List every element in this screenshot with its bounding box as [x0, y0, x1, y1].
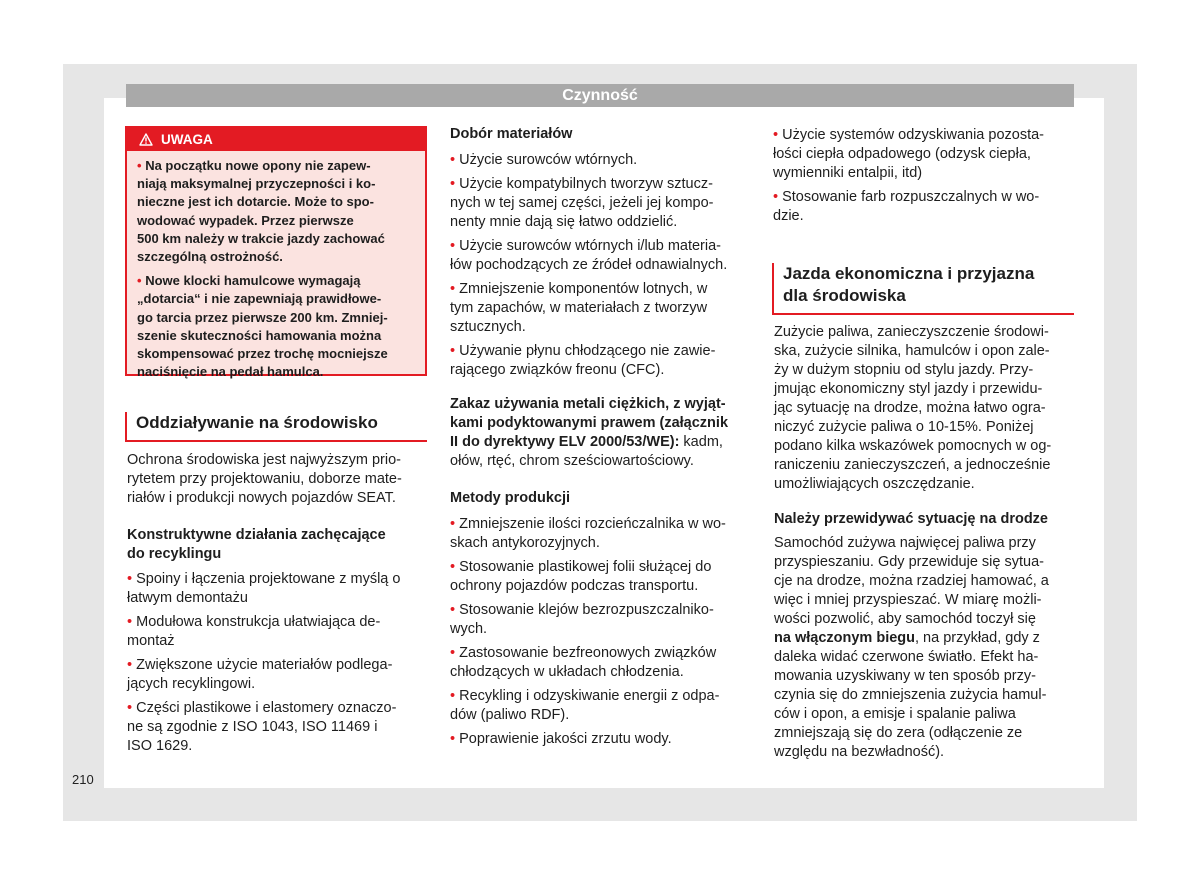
- list-item: • Użycie surowców wtórnych.: [450, 152, 638, 168]
- anticipate-paragraph: Samochód zużywa najwięcej paliwa przy przyspieszaniu. Gdy przewiduje się sytua- cje na drodze, można rzadziej hamować, a więc i mniej przyspieszać. W miarę możli- wości pozwolić, aby samochód toczył się na włączonym biegu, na przykład, gdy z daleka widać czerwone światło. Efekt ha- mowania uzyskiwany w ten sposób przy- czynia się do zmniejszenia zużycia hamul- ców i opon, a emisje i spalanie paliwa zmniejszają się do zera (odłączenie ze względu na bezwładność).: [774, 535, 1049, 760]
- warning-header: [127, 128, 425, 151]
- list-item: • Użycie systemów odzyskiwania pozosta- łości ciepła odpadowego (odzysk ciepła, wymienniki entalpii, itd): [773, 127, 1045, 181]
- bullet-icon: •: [137, 273, 142, 289]
- bullet-icon: •: [450, 238, 456, 254]
- eco-paragraph: Zużycie paliwa, zanieczyszczenie środowi- ska, zużycie silnika, hamulców i opon zale- ży w dużym stopniu od stylu jazdy. Przy- jmując ekonomiczny styl jazdy i przewidu- jąc sytuację na drodze, można łatwo ogra- niczyć zużycie paliwa o 10-15%. Poniżej podano kilka wskazówek pomocnych w og- raniczeniu zanieczyszczeń, a jednocześnie umożliwiających oszczędzanie.: [774, 324, 1052, 492]
- list-item: • Zwiększone użycie materiałów podlega- jących recyklingowi.: [127, 657, 393, 692]
- bullet-icon: •: [450, 152, 456, 168]
- subheading-anticipate: Należy przewidywać sytuację na drodze: [774, 511, 1048, 527]
- section-title-eco-driving: Jazda ekonomiczna i przyjazna dla środowiska: [772, 263, 1074, 315]
- bullet-icon: •: [450, 602, 456, 618]
- warning-body: [127, 151, 425, 381]
- column-3-top: [773, 126, 1075, 231]
- warning-box: [125, 126, 427, 380]
- bullet-icon: •: [137, 158, 142, 173]
- list-item: • Recykling i odzyskiwanie energii z odpa- dów (paliwo RDF).: [450, 688, 720, 723]
- bullet-icon: •: [127, 657, 133, 673]
- list-item: • Używanie płynu chłodzącego nie zawie- rającego związków freonu (CFC).: [450, 343, 716, 378]
- list-item: • Części plastikowe i elastomery oznaczo- ne są zgodnie z ISO 1043, ISO 11469 i ISO 1629.: [127, 700, 397, 754]
- list-item: • Zmniejszenie ilości rozcieńczalnika w wo- skach antykorozyjnych.: [450, 516, 726, 551]
- section-header: Czynność: [126, 84, 1074, 107]
- subheading-production: Metody produkcji: [450, 490, 571, 506]
- warning-item: • Na początku nowe opony nie zapew- niają maksymalnej przyczepności i ko- nieczne jest ich dotarcie. Może to spo- wodować wypadek. Przez pierwsze 500 km należy w trakcie jazdy zachować szczególną ostrożność.: [137, 158, 385, 265]
- bullet-icon: •: [450, 645, 456, 661]
- bullet-icon: •: [127, 571, 133, 587]
- warning-triangle-icon: [139, 133, 153, 146]
- list-item: • Użycie kompatybilnych tworzyw sztucz- nych w tej samej części, jeżeli jej kompo- nenty mnie dają się łatwo oddzielić.: [450, 176, 714, 230]
- subheading-materials: Dobór materiałów: [450, 126, 573, 142]
- subheading-recycling: Konstruktywne działania zachęcające do recyklingu: [127, 527, 386, 562]
- intro-paragraph: Ochrona środowiska jest najwyższym prio- rytetem przy projektowaniu, doborze mate- riałów i produkcji nowych pojazdów SEAT.: [127, 452, 402, 506]
- bullet-icon: •: [450, 559, 456, 575]
- bullet-icon: •: [450, 343, 456, 359]
- list-item: • Stosowanie farb rozpuszczalnych w wo- dzie.: [773, 189, 1040, 224]
- list-item: • Zastosowanie bezfreonowych związków chłodzących w układach chłodzenia.: [450, 645, 717, 680]
- warning-label: UWAGA: [161, 132, 213, 147]
- bullet-icon: •: [450, 516, 456, 532]
- list-item: • Zmniejszenie komponentów lotnych, w tym zapachów, w materiałach z tworzyw sztucznych.: [450, 281, 708, 335]
- bullet-icon: •: [450, 176, 456, 192]
- bullet-icon: •: [450, 281, 456, 297]
- bullet-icon: •: [450, 688, 456, 704]
- section-title-environment: Oddziaływanie na środowisko: [125, 412, 427, 442]
- list-item: • Stosowanie klejów bezrozpuszczalniko- wych.: [450, 602, 714, 637]
- bullet-icon: •: [773, 127, 779, 143]
- list-item: • Stosowanie plastikowej folii służącej do ochrony pojazdów podczas transportu.: [450, 559, 712, 594]
- bullet-icon: •: [450, 731, 456, 747]
- heavy-metals-paragraph: Zakaz używania metali ciężkich, z wyjąt- kami podyktowanymi prawem (załącznik II do dyrektywy ELV 2000/53/WE): kadm, ołów, rtęć, chrom sześciowartościowy.: [450, 396, 729, 469]
- column-3-body: [774, 323, 1074, 762]
- list-item: • Modułowa konstrukcja ułatwiająca de- montaż: [127, 614, 381, 649]
- list-item: • Spoiny i łączenia projektowane z myślą o łatwym demontażu: [127, 571, 401, 606]
- column-1: [127, 451, 427, 761]
- page-number: 210: [72, 772, 94, 787]
- bullet-icon: •: [127, 700, 133, 716]
- list-item: • Użycie surowców wtórnych i/lub materia- łów pochodzących ze źródeł odnawialnych.: [450, 238, 728, 273]
- bullet-icon: •: [127, 614, 133, 630]
- list-item: • Poprawienie jakości zrzutu wody.: [450, 731, 672, 747]
- warning-item: • Nowe klocki hamulcowe wymagają „dotarcia“ i nie zapewniają prawidłowe- go tarcia przez pierwsze 200 km. Zmniej- szenie skuteczności hamowania można skompensować przez trochę mocniejsze naciśnięcie na pedał hamulca.: [137, 273, 388, 380]
- bullet-icon: •: [773, 189, 779, 205]
- column-2: [450, 125, 752, 754]
